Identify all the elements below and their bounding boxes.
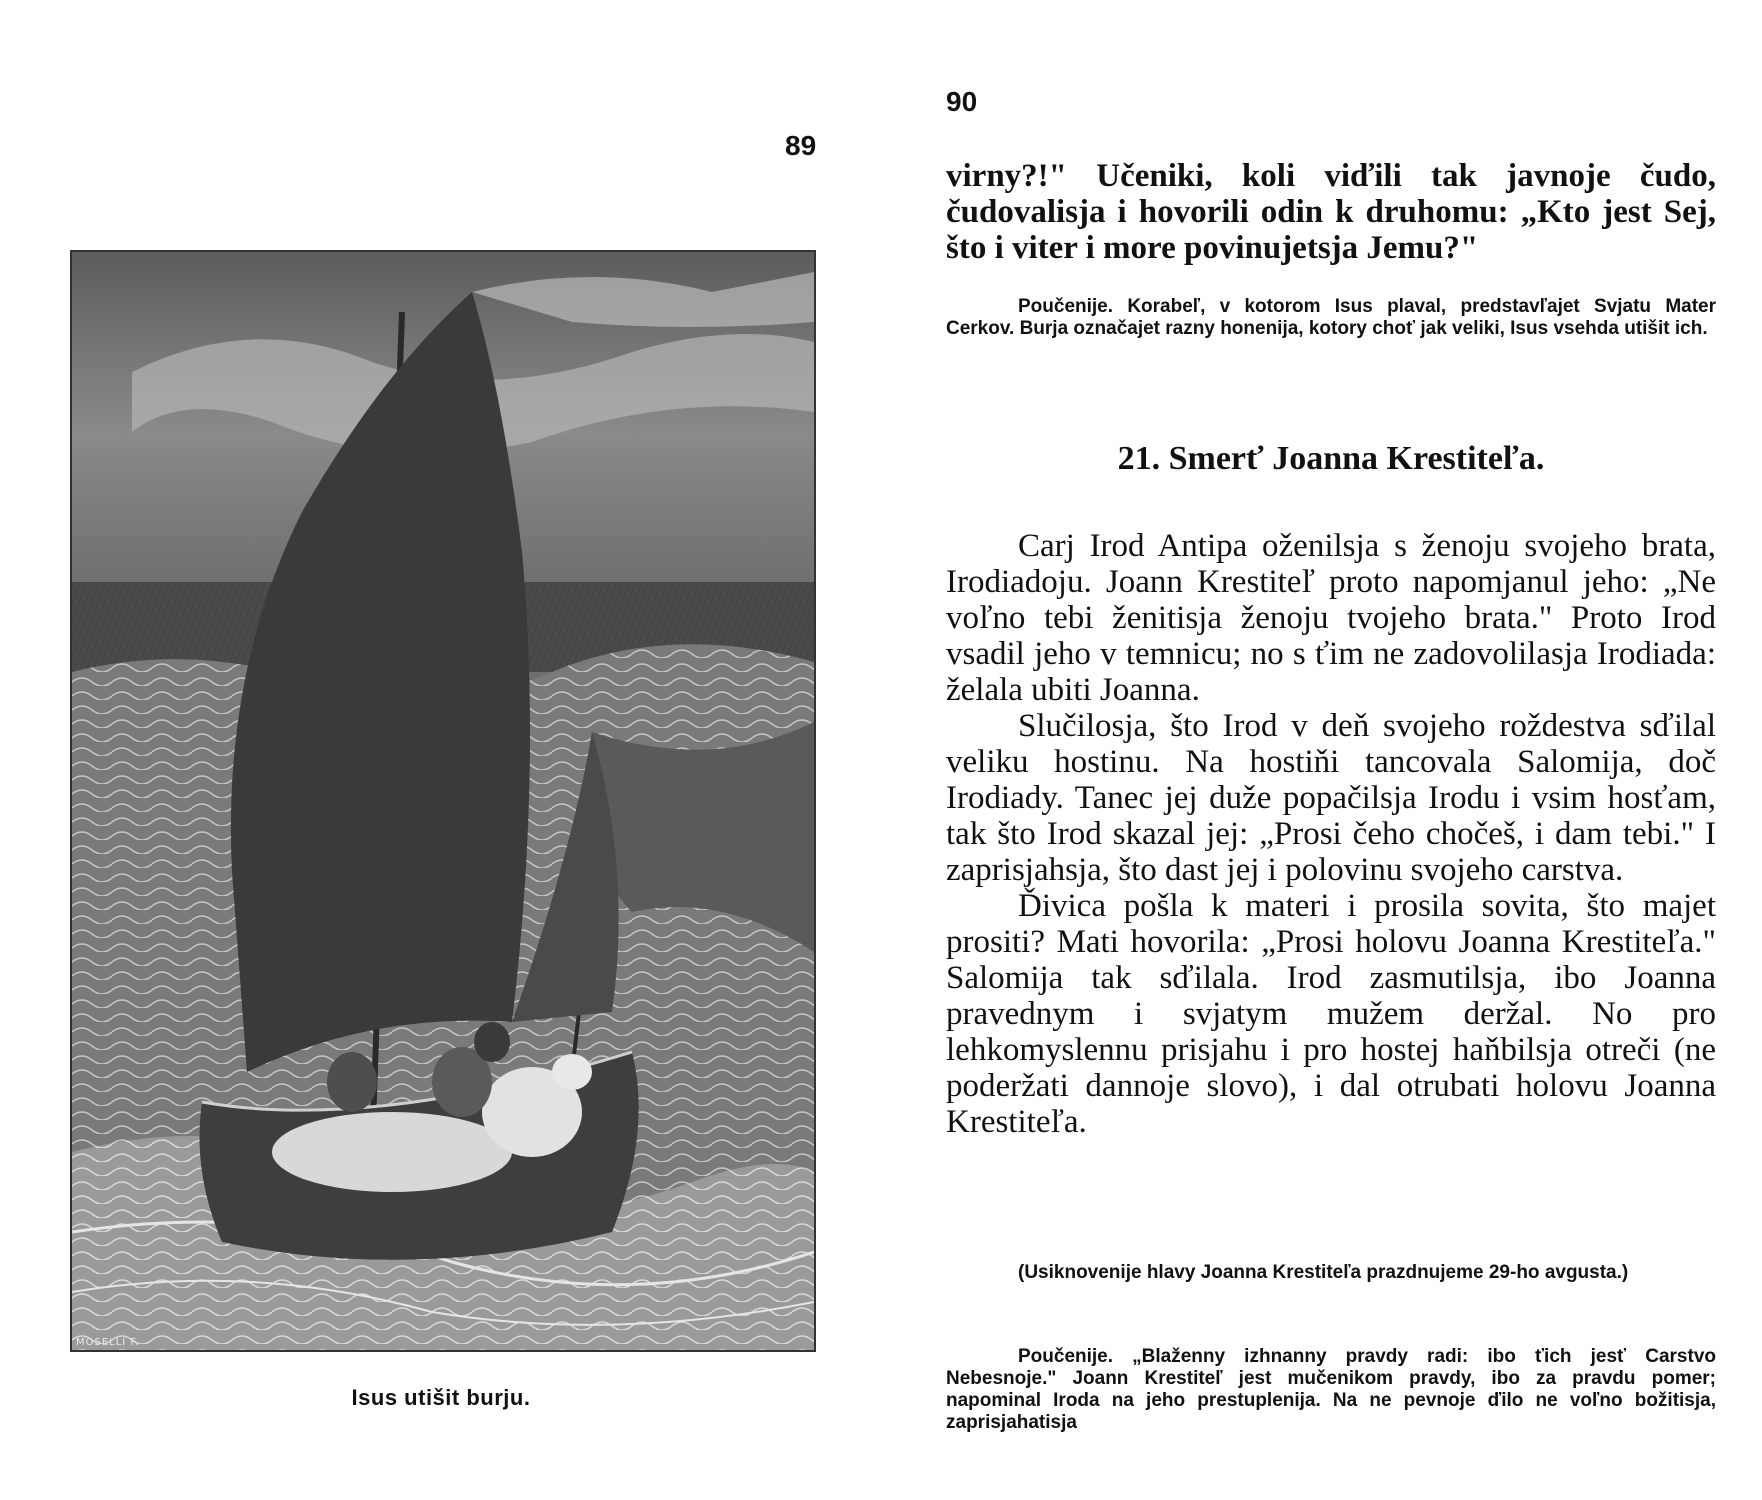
feast-note-text: (Usiknovenije hlavy Joanna Krestiteľa prazdnujeme 29-ho avgusta.) [1018,1262,1629,1283]
engraving-image [72,252,814,1350]
chapter-title: 21. Smerť Joanna Krestiteľa. [1117,440,1545,477]
right-page [880,0,1762,1500]
moral-text-2: „Blaženny izhnanny pravdy radi: ibo ťich jesť Carstvo Nebesnoje." Joann Krestiteľ jest mučenikom pravdy, ibo za pravdu pomer; napominal Iroda na jeho prestuplenija. Na ne pevnoje ďilo ne voľno božitisja, zaprisjahatisja [946,1346,1716,1433]
story-paragraph: Ďivica pošla k materi i prosila sovita, što majet prositi? Mati hovorila: „Prosi holovu Joanna Krestiteľa." Salomija tak sďilala. Irod zasmutilsja, ibo Joanna pravednym i svjatym mužem deržal. No pro lehkomyslennu prisjahu i pro hostej haňbilsja otreči (ne poderžati dannoje slovo), i dal otrubati holovu Joanna Krestiteľa. [946,888,1716,1140]
page-number-right: 90 [946,86,978,117]
moral-label-2: Poučenije. [1018,1346,1133,1367]
page-number-left: 89 [785,130,817,161]
story-paragraph: Carj Irod Antipa oženilsja s ženoju svojeho brata, Irodiadoju. Joann Krestiteľ proto napomjanul jeho: „Ne voľno tebi ženitisja ženoju tvojeho brata." Proto Irod vsadil jeho v temnicu; no s ťim ne zadovolilasja Irodiada: želala ubiti Joanna. [946,528,1716,708]
illustration-caption: Isus utišit burju. [351,1385,531,1410]
left-page [0,0,880,1500]
story-text [946,528,1716,1140]
feast-day-note [946,1262,1716,1284]
continuation-text: virny?!" Učeniki, koli viďili tak javnoje čudo, čudovalisja i hovorili odin k druhomu: „Kto jest Sej, što i viter i more povinujetsja Jemu?" [946,158,1716,266]
moral-lesson-2 [946,1346,1716,1434]
continuation-paragraph [946,158,1716,266]
moral-lesson-1 [946,296,1716,340]
engraver-signature: MOSELLI F. [76,1337,140,1348]
story-paragraph: Slučilosja, što Irod v deň svojeho roždestva sďilal veliku hostinu. Na hostiňi tancovala Salomija, doč Irodiady. Tanec jej duže popačilsja Irodu i vsim hosťam, tak što Irod skazal jej: „Prosi čeho chočeš, i dam tebi." I zaprisjahsja, što dast jej i polovinu svojeho carstva. [946,708,1716,888]
boat-in-storm-illustration [70,250,816,1352]
moral-text-1: Korabeľ, v kotorom Isus plaval, predstavľajet Svjatu Mater Cerkov. Burja označajet razny honenija, kotory choť jak veliki, Isus vsehda utišit ich. [946,296,1716,339]
moral-label-1: Poučenije. [1018,296,1128,317]
